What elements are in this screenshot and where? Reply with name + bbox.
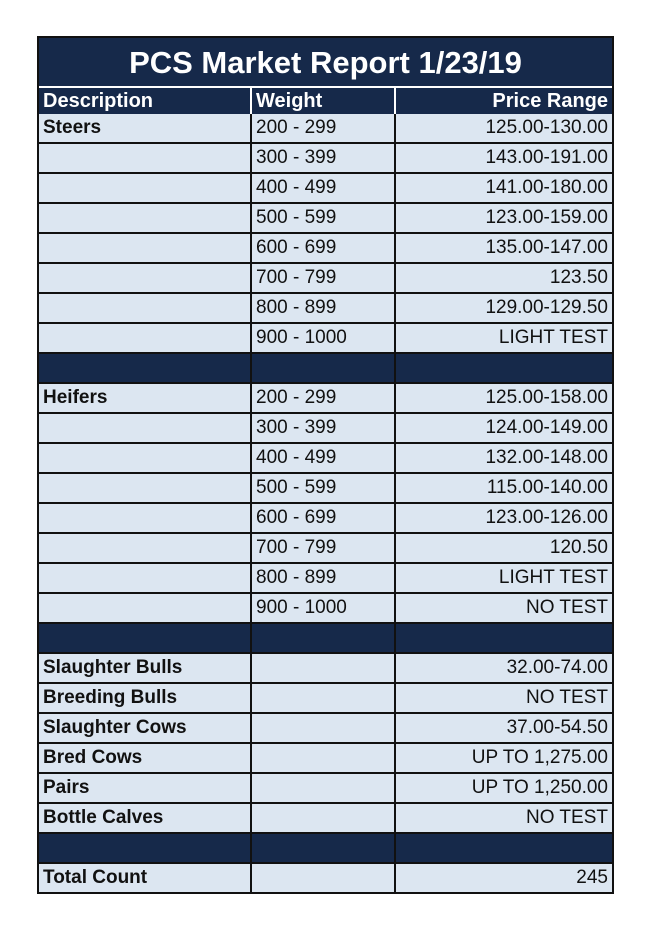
price-cell: 123.00-126.00 [395,503,612,533]
price-cell: 123.50 [395,263,612,293]
weight-cell: 700 - 799 [251,533,395,563]
table-row [39,323,612,353]
table-row [39,293,612,323]
description-cell [39,533,251,563]
price-cell: 135.00-147.00 [395,233,612,263]
market-report [37,36,614,894]
price-cell: LIGHT TEST [395,323,612,353]
table-row [39,143,612,173]
price-cell: UP TO 1,275.00 [395,743,612,773]
description-cell [39,563,251,593]
table-row [39,563,612,593]
table-row [39,473,612,503]
price-cell: 115.00-140.00 [395,473,612,503]
price-cell: 37.00-54.50 [395,713,612,743]
table-row [39,653,612,683]
table-row [39,743,612,773]
spacer-cell [395,833,612,863]
table-row [39,203,612,233]
price-cell: NO TEST [395,683,612,713]
weight-cell: 900 - 1000 [251,323,395,353]
price-cell: 143.00-191.00 [395,143,612,173]
description-cell: Breeding Bulls [39,683,251,713]
description-cell [39,143,251,173]
weight-cell [251,713,395,743]
description-cell [39,323,251,353]
price-cell: 124.00-149.00 [395,413,612,443]
weight-cell: 400 - 499 [251,443,395,473]
header-weight: Weight [251,88,395,114]
weight-cell [251,803,395,833]
weight-cell: 800 - 899 [251,563,395,593]
weight-cell: 800 - 899 [251,293,395,323]
price-cell: 32.00-74.00 [395,653,612,683]
table-row [39,233,612,263]
description-cell: Slaughter Cows [39,713,251,743]
spacer-cell [39,353,251,383]
spacer-row [39,623,612,653]
price-cell: UP TO 1,250.00 [395,773,612,803]
weight-cell: 900 - 1000 [251,593,395,623]
table-row [39,863,612,892]
weight-cell: 300 - 399 [251,143,395,173]
spacer-row [39,353,612,383]
price-table [39,88,612,892]
description-cell [39,203,251,233]
weight-cell [251,743,395,773]
price-cell: NO TEST [395,593,612,623]
spacer-cell [395,623,612,653]
price-cell: 125.00-158.00 [395,383,612,413]
weight-cell: 600 - 699 [251,503,395,533]
header-description: Description [39,88,251,114]
table-row [39,773,612,803]
table-row [39,114,612,143]
weight-cell: 700 - 799 [251,263,395,293]
spacer-cell [395,353,612,383]
description-cell: Steers [39,114,251,143]
spacer-row [39,833,612,863]
header-row [39,88,612,114]
description-cell [39,503,251,533]
price-cell: 123.00-159.00 [395,203,612,233]
price-cell: NO TEST [395,803,612,833]
price-cell: LIGHT TEST [395,563,612,593]
weight-cell [251,653,395,683]
spacer-cell [251,833,395,863]
table-row [39,383,612,413]
table-row [39,263,612,293]
description-cell [39,593,251,623]
spacer-cell [251,623,395,653]
description-cell: Bottle Calves [39,803,251,833]
description-cell: Heifers [39,383,251,413]
description-cell [39,173,251,203]
weight-cell: 200 - 299 [251,114,395,143]
description-cell [39,473,251,503]
description-cell: Slaughter Bulls [39,653,251,683]
weight-cell [251,863,395,892]
weight-cell [251,683,395,713]
description-cell [39,293,251,323]
description-cell [39,413,251,443]
table-row [39,173,612,203]
table-row [39,443,612,473]
spacer-cell [39,623,251,653]
weight-cell: 400 - 499 [251,173,395,203]
table-row [39,803,612,833]
weight-cell: 500 - 599 [251,203,395,233]
description-cell: Total Count [39,863,251,892]
header-price-range: Price Range [395,88,612,114]
weight-cell: 200 - 299 [251,383,395,413]
price-cell: 125.00-130.00 [395,114,612,143]
weight-cell: 600 - 699 [251,233,395,263]
spacer-cell [251,353,395,383]
description-cell [39,233,251,263]
table-row [39,713,612,743]
description-cell: Pairs [39,773,251,803]
weight-cell: 300 - 399 [251,413,395,443]
description-cell [39,263,251,293]
price-cell: 120.50 [395,533,612,563]
report-title: PCS Market Report 1/23/19 [39,38,612,88]
description-cell [39,443,251,473]
price-cell: 245 [395,863,612,892]
table-row [39,683,612,713]
price-cell: 129.00-129.50 [395,293,612,323]
weight-cell [251,773,395,803]
weight-cell: 500 - 599 [251,473,395,503]
price-cell: 132.00-148.00 [395,443,612,473]
table-row [39,503,612,533]
price-cell: 141.00-180.00 [395,173,612,203]
spacer-cell [39,833,251,863]
table-row [39,533,612,563]
table-row [39,593,612,623]
table-row [39,413,612,443]
description-cell: Bred Cows [39,743,251,773]
